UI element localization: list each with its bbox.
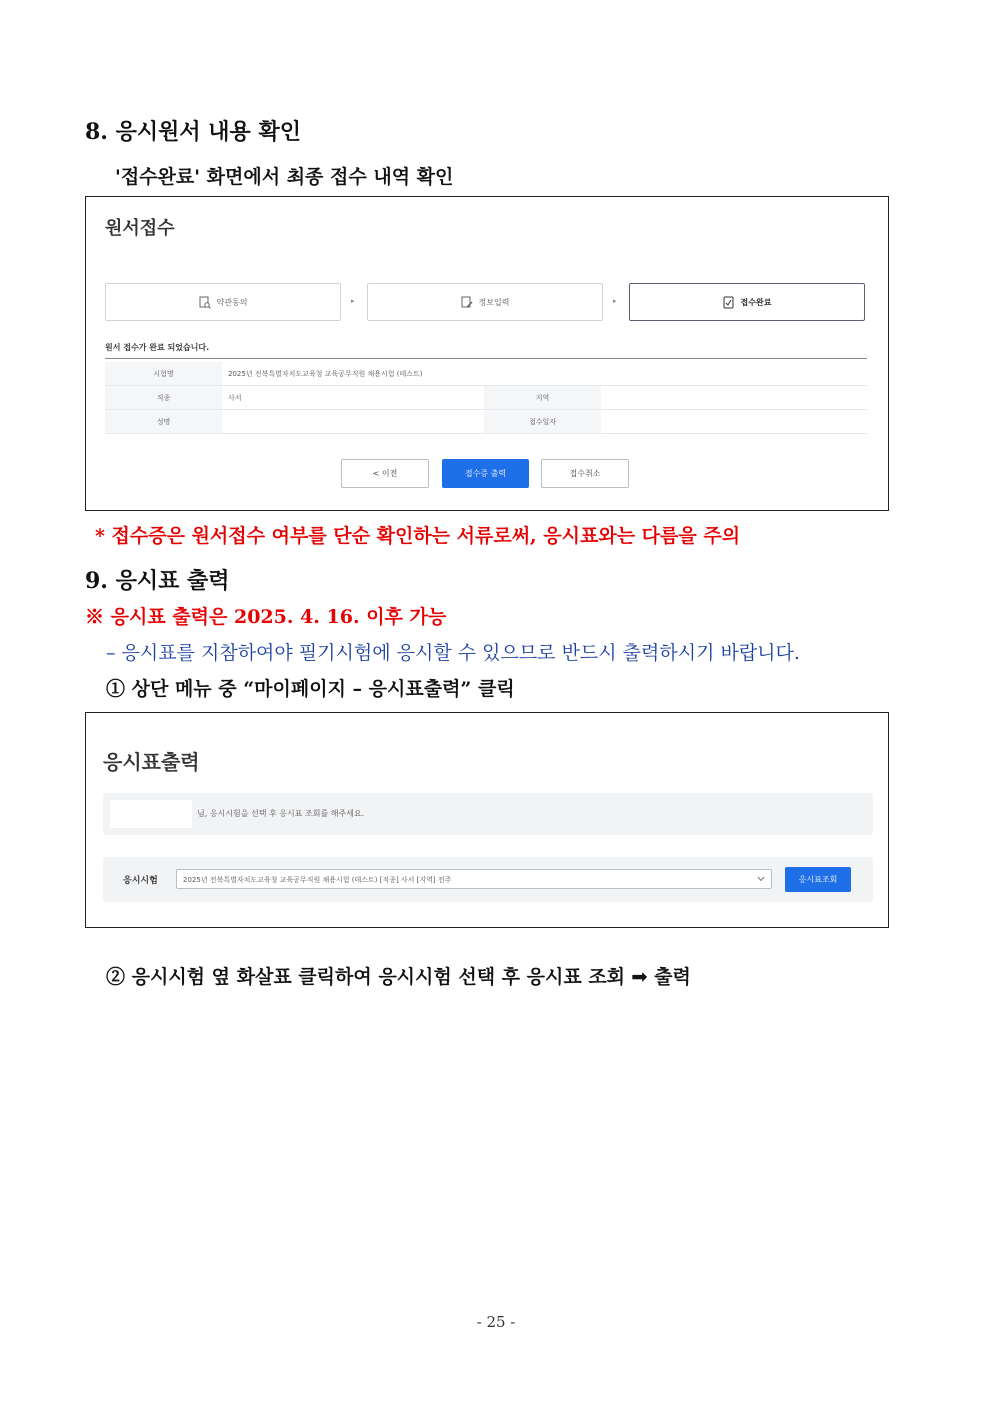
ticket-print-heading: 응시표출력	[103, 750, 200, 774]
step-terms-label: 약관동의	[216, 297, 248, 307]
section-9-title: 9. 응시표 출력	[85, 568, 230, 594]
document-search-icon	[199, 296, 211, 309]
step-1-instruction: ① 상단 메뉴 중 “마이페이지 – 응시표출력” 클릭	[106, 678, 515, 700]
document-check-icon	[723, 296, 735, 309]
user-name-box	[110, 800, 192, 828]
table-row	[105, 386, 867, 410]
ticket-search-button[interactable]: 응시표조회	[785, 867, 851, 892]
chevron-down-icon[interactable]	[757, 876, 765, 882]
document-edit-icon	[461, 296, 473, 309]
job-label: 직종	[105, 386, 222, 410]
page-number: - 25 -	[476, 1313, 516, 1331]
region-value	[601, 386, 867, 410]
job-value: 사서	[222, 386, 484, 410]
bring-ticket-note: – 응시표를 지참하여야 필기시험에 응시할 수 있으므로 반드시 출력하시기 바랍니다.	[106, 642, 800, 664]
application-date-label: 접수일자	[484, 410, 601, 434]
exam-select-value: 2025년 전북특별자치도교육청 교육공무직원 채용시험 (테스트) [직종] 사서 [지역] 전주	[183, 876, 452, 884]
exam-select-dropdown[interactable]	[176, 869, 772, 889]
table-row	[105, 362, 867, 386]
step-arrow-icon: ▸	[613, 297, 617, 305]
section-8-title: 8. 응시원서 내용 확인	[85, 119, 301, 145]
application-screenshot	[85, 196, 889, 511]
step-2-instruction: ② 응시시험 옆 화살표 클릭하여 응시시험 선택 후 응시표 조회 ➟ 출력	[106, 966, 691, 988]
step-info	[367, 283, 603, 321]
print-date-note: ※ 응시표 출력은 2025. 4. 16. 이후 가능	[85, 606, 447, 628]
divider	[105, 358, 867, 359]
step-complete	[629, 283, 865, 321]
application-info-table	[105, 362, 867, 434]
step-complete-label: 접수완료	[740, 297, 772, 307]
notice-text: 님, 응시시험을 선택 후 응시표 조회를 해주세요.	[197, 809, 365, 818]
prev-button[interactable]: < 이전	[341, 459, 429, 488]
section-8-subtitle: '접수완료' 화면에서 최종 접수 내역 확인	[115, 166, 454, 188]
cancel-application-button[interactable]: 접수취소	[541, 459, 629, 488]
exam-name-value: 2025년 전북특별자치도교육청 교육공무직원 채용시험 (테스트)	[222, 362, 867, 386]
table-row	[105, 410, 867, 434]
ticket-print-screenshot	[85, 712, 889, 928]
applicant-name-label: 성명	[105, 410, 222, 434]
application-date-value	[601, 410, 867, 434]
step-arrow-icon: ▸	[351, 297, 355, 305]
exam-select-bar	[103, 857, 873, 902]
notice-bar	[103, 793, 873, 835]
application-heading: 원서접수	[105, 218, 175, 239]
applicant-name-value	[222, 410, 484, 434]
exam-name-label: 시험명	[105, 362, 222, 386]
step-terms	[105, 283, 341, 321]
step-info-label: 정보입력	[478, 297, 510, 307]
region-label: 지역	[484, 386, 601, 410]
print-receipt-button[interactable]: 접수증 출력	[442, 459, 529, 488]
exam-select-label: 응시시험	[123, 876, 158, 886]
complete-message: 원서 접수가 완료 되었습니다.	[105, 343, 210, 352]
receipt-warning-note: * 접수증은 원서접수 여부를 단순 확인하는 서류로써, 응시표와는 다름을 주의	[95, 525, 741, 547]
